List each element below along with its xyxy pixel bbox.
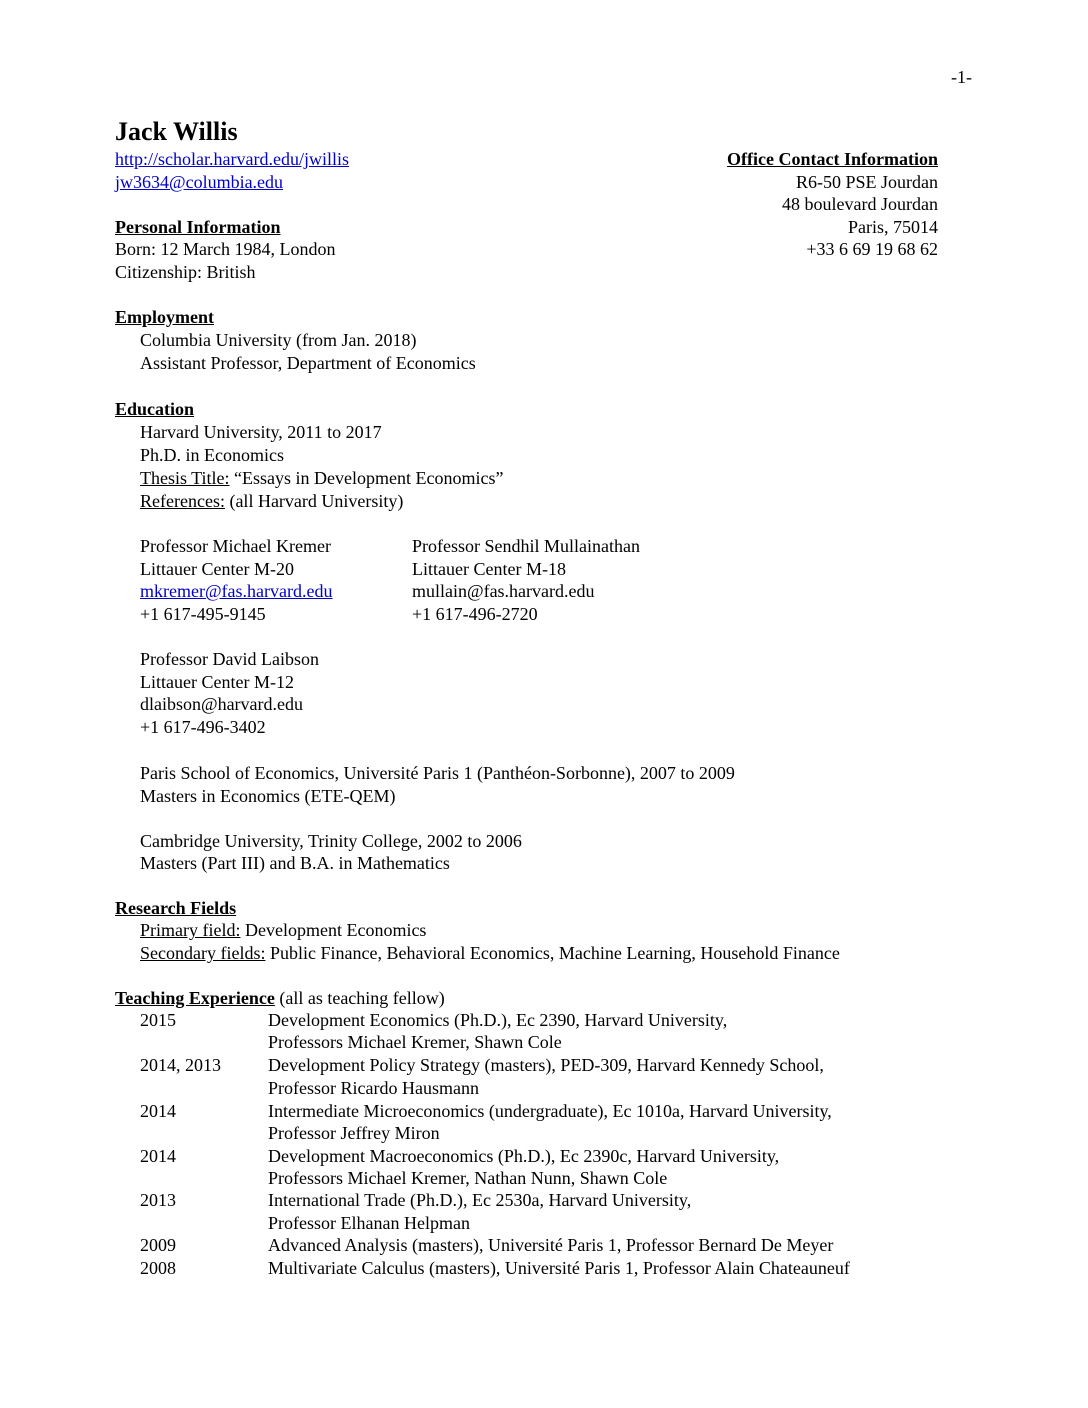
- employment-line: Assistant Professor, Department of Economics: [140, 353, 476, 373]
- education-line: Masters in Economics (ETE-QEM): [140, 786, 396, 806]
- reference-name: Professor Michael Kremer: [140, 536, 331, 556]
- references-line: [140, 490, 403, 512]
- thesis-label: Thesis Title:: [140, 468, 230, 488]
- teaching-year: 2013: [140, 1190, 176, 1210]
- education-line: Cambridge University, Trinity College, 2002 to 2006: [140, 831, 522, 851]
- office-contact-heading: Office Contact Information: [727, 149, 938, 169]
- thesis-value: “Essays in Development Economics”: [229, 468, 504, 488]
- reference-office: Littauer Center M-18: [412, 559, 566, 579]
- website-link[interactable]: http://scholar.harvard.edu/jwillis: [115, 149, 349, 169]
- reference-phone: +1 617-495-9145: [140, 604, 266, 624]
- teaching-year: 2014, 2013: [140, 1055, 221, 1075]
- personal-info-heading: Personal Information: [115, 217, 281, 237]
- reference-email-link[interactable]: mkremer@fas.harvard.edu: [140, 581, 333, 601]
- teaching-heading-line: [115, 987, 445, 1009]
- page-number: -1-: [951, 67, 972, 87]
- teaching-year: 2008: [140, 1258, 176, 1278]
- secondary-fields-label: Secondary fields:: [140, 943, 266, 963]
- reference-name: Professor Sendhil Mullainathan: [412, 536, 640, 556]
- teaching-year: 2014: [140, 1146, 176, 1166]
- citizenship-info: Citizenship: British: [115, 262, 256, 282]
- primary-field-value: Development Economics: [240, 920, 427, 940]
- office-address-line: R6-50 PSE Jourdan: [795, 172, 938, 192]
- teaching-course: Multivariate Calculus (masters), Université Paris 1, Professor Alain Chateauneuf: [268, 1258, 850, 1278]
- research-fields-heading: Research Fields: [115, 898, 237, 918]
- teaching-course: Development Economics (Ph.D.), Ec 2390, Harvard University,: [268, 1010, 728, 1030]
- teaching-note: (all as teaching fellow): [274, 988, 445, 1008]
- teaching-year: 2014: [140, 1101, 176, 1121]
- page-title: Jack Willis: [115, 117, 238, 146]
- education-line: Harvard University, 2011 to 2017: [140, 422, 382, 442]
- teaching-professor: Professor Jeffrey Miron: [268, 1123, 440, 1143]
- thesis-title: [140, 467, 503, 489]
- secondary-fields-value: Public Finance, Behavioral Economics, Machine Learning, Household Finance: [265, 943, 840, 963]
- teaching-professor: Professor Elhanan Helpman: [268, 1213, 470, 1233]
- teaching-heading: Teaching Experience: [115, 988, 275, 1008]
- teaching-professor: Professors Michael Kremer, Nathan Nunn, Shawn Cole: [268, 1168, 668, 1188]
- secondary-fields: [140, 942, 840, 964]
- office-phone: +33 6 69 19 68 62: [806, 239, 938, 259]
- teaching-course: Advanced Analysis (masters), Université Paris 1, Professor Bernard De Meyer: [268, 1235, 834, 1255]
- birth-info: Born: 12 March 1984, London: [115, 239, 336, 259]
- education-heading: Education: [115, 399, 195, 419]
- office-address-line: Paris, 75014: [848, 217, 938, 237]
- teaching-course: International Trade (Ph.D.), Ec 2530a, Harvard University,: [268, 1190, 692, 1210]
- teaching-course: Development Macroeconomics (Ph.D.), Ec 2390c, Harvard University,: [268, 1146, 780, 1166]
- teaching-professor: Professors Michael Kremer, Shawn Cole: [268, 1032, 562, 1052]
- reference-email: mullain@fas.harvard.edu: [412, 581, 595, 601]
- teaching-professor: Professor Ricardo Hausmann: [268, 1078, 479, 1098]
- employment-line: Columbia University (from Jan. 2018): [140, 330, 417, 350]
- reference-office: Littauer Center M-20: [140, 559, 294, 579]
- references-value: (all Harvard University): [224, 491, 404, 511]
- office-address-line: 48 boulevard Jourdan: [782, 194, 938, 214]
- references-label: References:: [140, 491, 225, 511]
- education-line: Ph.D. in Economics: [140, 445, 284, 465]
- teaching-year: 2009: [140, 1235, 176, 1255]
- teaching-course: Intermediate Microeconomics (undergraduate), Ec 1010a, Harvard University,: [268, 1101, 832, 1121]
- employment-heading: Employment: [115, 307, 214, 327]
- education-line: Paris School of Economics, Université Paris 1 (Panthéon-Sorbonne), 2007 to 2009: [140, 763, 735, 783]
- teaching-year: 2015: [140, 1010, 176, 1030]
- primary-field-label: Primary field:: [140, 920, 241, 940]
- primary-field: [140, 919, 426, 941]
- reference-name: Professor David Laibson: [140, 649, 319, 669]
- education-line: Masters (Part III) and B.A. in Mathematics: [140, 853, 450, 873]
- teaching-course: Development Policy Strategy (masters), PED-309, Harvard Kennedy School,: [268, 1055, 824, 1075]
- reference-email: dlaibson@harvard.edu: [140, 694, 304, 714]
- reference-office: Littauer Center M-12: [140, 672, 294, 692]
- email-link[interactable]: jw3634@columbia.edu: [115, 172, 284, 192]
- reference-phone: +1 617-496-3402: [140, 717, 266, 737]
- reference-phone: +1 617-496-2720: [412, 604, 538, 624]
